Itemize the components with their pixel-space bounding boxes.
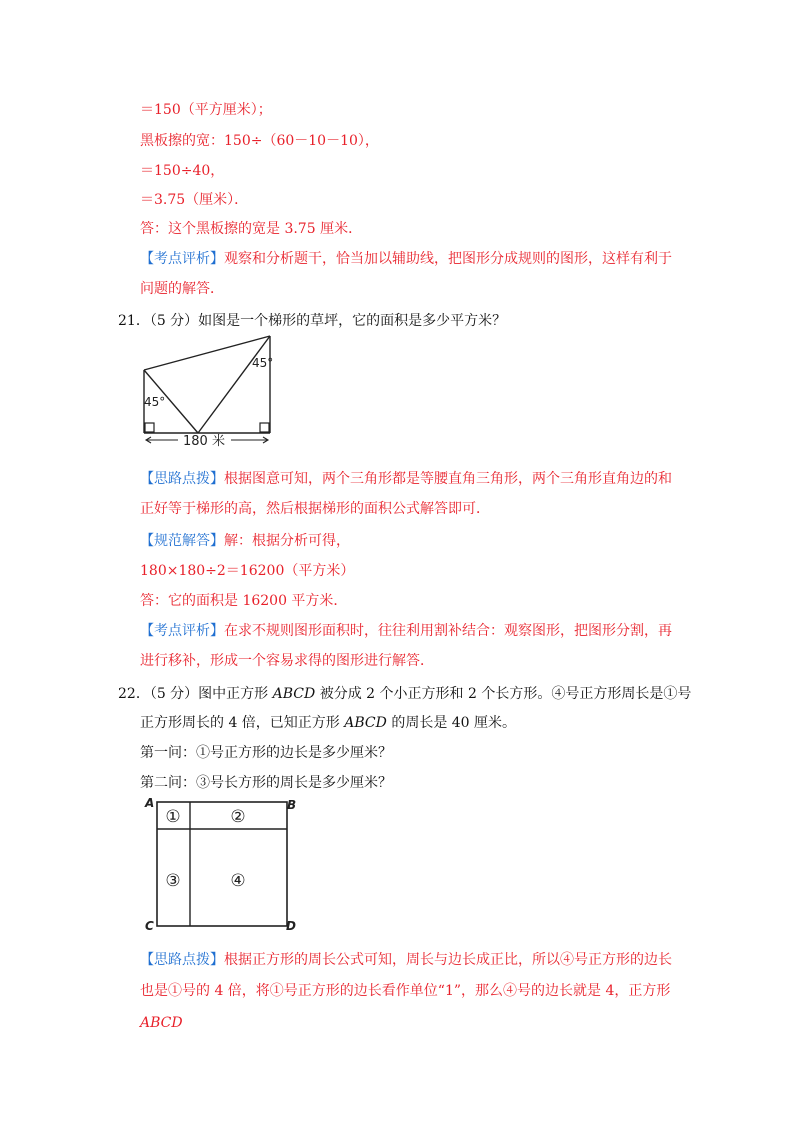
sub-question-2: 第二问：③号长方形的周长是多少厘米？ — [140, 775, 392, 791]
hint-tag: 【思路点拨】 — [140, 471, 224, 487]
hint-text-cont: ABCD — [140, 1015, 183, 1031]
question-21 — [118, 312, 506, 330]
base-label: 180 米 — [183, 434, 225, 447]
answer-line: 答：它的面积是 16200 平方米． — [140, 593, 348, 609]
question-number: 21． — [118, 313, 150, 329]
square-abcd-figure — [140, 794, 300, 934]
region-1: ① — [165, 807, 181, 827]
comment-text-cont: 问题的解答． — [140, 281, 224, 297]
question-text: 正方形周长的 4 倍，已知正方形 — [140, 715, 345, 731]
solution-line: ＝3.75（厘米）． — [140, 192, 249, 208]
trapezoid-figure — [138, 332, 288, 447]
hint-text: 根据图意可知，两个三角形都是等腰直角三角形，两个三角形直角边的和 — [224, 471, 672, 487]
question-text: 的周长是 40 厘米。 — [386, 715, 517, 731]
hint-text-cont: 正好等于梯形的高，然后根据梯形的面积公式解答即可． — [140, 501, 490, 517]
square-name: ABCD — [272, 686, 316, 702]
hint-text: 根据正方形的周长公式可知，周长与边长成正比，所以④号正方形的边长 — [224, 952, 672, 968]
comment-text-cont: 进行移补，形成一个容易求得的图形进行解答． — [140, 653, 434, 669]
comment-text: 在求不规则图形面积时，往往利用割补结合：观察图形，把图形分割，再 — [224, 623, 672, 639]
square-name: ABCD — [344, 715, 387, 731]
angle-label-top: 45° — [252, 356, 274, 370]
question-text-cont — [140, 714, 516, 732]
question-22 — [118, 685, 691, 703]
vertex-d: D — [286, 919, 296, 933]
hint-paragraph — [140, 470, 672, 488]
vertex-b: B — [287, 798, 297, 812]
angle-label-left: 45° — [144, 395, 166, 409]
region-2: ② — [230, 807, 246, 827]
solution-line: ＝150÷40， — [140, 163, 225, 179]
solution-line: 黑板擦的宽：150÷（60－10－10）， — [140, 133, 379, 149]
comment-tag: 【考点评析】 — [140, 251, 224, 267]
vertex-a: A — [145, 796, 155, 810]
comment-text: 观察和分析题干，恰当加以辅助线，把图形分成规则的图形，这样有利于 — [224, 251, 672, 267]
vertex-c: C — [145, 919, 154, 933]
question-number: 22． — [118, 686, 150, 702]
answer-paragraph — [140, 532, 350, 550]
hint-paragraph — [140, 951, 672, 969]
answer-formula: 180×180÷2＝16200（平方米） — [140, 563, 355, 579]
answer-tag: 【规范解答】 — [140, 533, 224, 549]
hint-tag: 【思路点拨】 — [140, 952, 224, 968]
solution-line: ＝150（平方厘米）； — [140, 102, 272, 118]
comment-paragraph — [140, 622, 672, 640]
question-text: 被分成 2 个小正方形和 2 个长方形。④号正方形周长是①号 — [315, 686, 692, 702]
question-text: （5 分）图中正方形 — [149, 686, 273, 702]
hint-text-cont: 也是①号的 4 倍，将①号正方形的边长看作单位“1”，那么④号的边长就是 4，正方形 — [140, 983, 671, 999]
comment-paragraph — [140, 250, 672, 268]
answer-text: 解：根据分析可得， — [224, 533, 350, 549]
comment-tag: 【考点评析】 — [140, 623, 224, 639]
question-text: （5 分）如图是一个梯形的草坪，它的面积是多少平方米？ — [149, 313, 507, 329]
answer-line: 答：这个黑板擦的宽是 3.75 厘米． — [140, 221, 363, 237]
sub-question-1: 第一问：①号正方形的边长是多少厘米？ — [140, 745, 392, 761]
region-4: ④ — [230, 871, 246, 891]
region-3: ③ — [165, 871, 181, 891]
